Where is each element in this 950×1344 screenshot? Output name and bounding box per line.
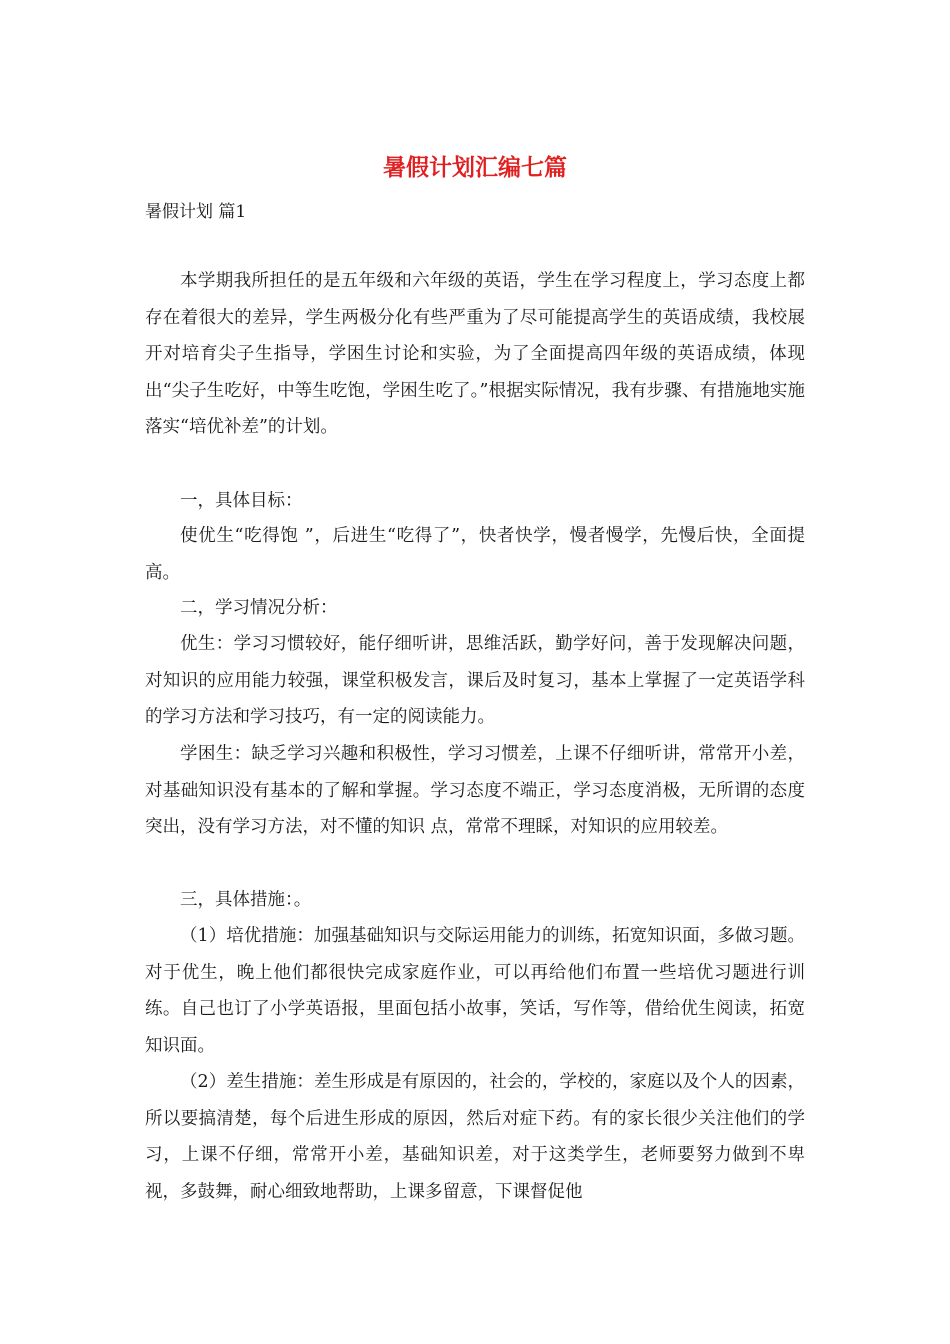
heading-analysis: 二，学习情况分析：	[180, 598, 338, 618]
paragraph-measure-2: （2）差生措施：差生形成是有原因的，社会的，学校的，家庭以及个人的因素，所以要搞清楚，每个后进生形成的原因，然后对症下药。有的家长很少关注他们的学习，上课不仔细，常常开小差，基础知识差，对于这类学生，老师要努力做到不卑视，多鼓舞，耐心细致地帮助，上课多留意，下课督促他	[145, 1072, 805, 1202]
document-title: 暑假计划汇编七篇	[383, 154, 567, 181]
paragraph-top-students: 优生：学习习惯较好，能仔细听讲，思维活跃，勤学好问，善于发现解决问题，对知识的应用能力较强，课堂积极发言，课后及时复习，基本上掌握了一定英语学科的学习方法和学习技巧，有一定的阅读能力。	[145, 634, 805, 727]
paragraph-measure-1: （1）培优措施：加强基础知识与交际运用能力的训练，拓宽知识面，多做习题。对于优生，晚上他们都很快完成家庭作业，可以再给他们布置一些培优习题进行训练。自己也订了小学英语报，里面包括小故事，笑话，写作等，借给优生阅读，拓宽知识面。	[145, 926, 805, 1056]
paragraph-intro: 本学期我所担任的是五年级和六年级的英语，学生在学习程度上，学习态度上都存在着很大的差异，学生两极分化有些严重为了尽可能提高学生的英语成绩，我校展开对培育尖子生指导，学困生讨论和实验，为了全面提高四年级的英语成绩，体现出“尖子生吃好，中等生吃饱，学困生吃了。”根据实际情况，我有步骤、有措施地实施落实“培优补差”的计划。	[145, 271, 805, 437]
section-subheading: 暑假计划 篇1	[145, 202, 247, 222]
heading-measures: 三，具体措施：。	[180, 890, 312, 910]
paragraph-struggling-students: 学困生：缺乏学习兴趣和积极性，学习习惯差，上课不仔细听讲，常常开小差，对基础知识没有基本的了解和掌握。学习态度不端正，学习态度消极，无所谓的态度突出，没有学习方法，对不懂的知识 点，常常不理睬，对知识的应用较差。	[145, 744, 805, 837]
heading-goals: 一，具体目标：	[180, 491, 303, 511]
paragraph-goals: 使优生“吃得饱 ”，后进生“吃得了”，快者快学，慢者慢学，先慢后快，全面提高。	[145, 526, 805, 583]
